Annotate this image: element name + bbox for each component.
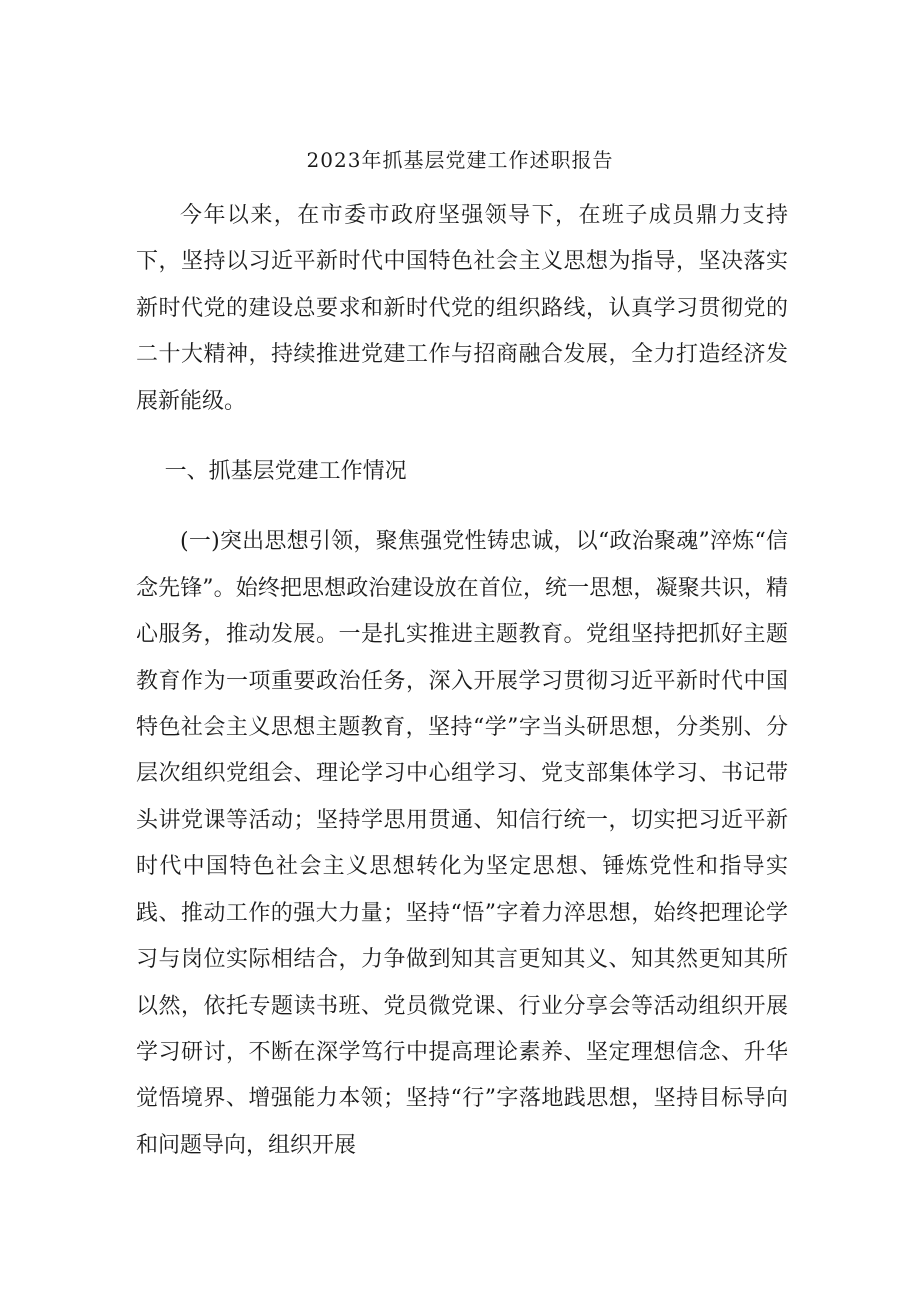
section-paragraph: (一)突出思想引领，聚焦强党性铸忠诚，以“政治聚魂”淬炼“信念先锋”。始终把思想政治建设放在首位，统一思想，凝聚共识，精心服务，推动发展。一是扎实推进主题教育。党组坚持把抓好主题教育作为一项重要政治任务，深入开展学习贯彻习近平新时代中国特色社会主义思想主题教育，坚持“学”字当头研思想，分类别、分层次组织党组会、理论学习中心组学习、党支部集体学习、书记带头讲党课等活动；坚持学思用贯通、知信行统一，切实把习近平新时代中国特色社会主义思想转化为坚定思想、锤炼党性和指导实践、推动工作的强大力量；坚持“悟”字着力淬思想，始终把理论学习与岗位实际相结合，力争做到知其言更知其义、知其然更知其所以然，依托专题读书班、党员微党课、行业分享会等活动组织开展学习研讨，不断在深学笃行中提高理论素养、坚定理想信念、升华觉悟境界、增强能力本领；坚持“行”字落地践思想，坚持目标导向和问题导向，组织开展 <box>136 529 788 1158</box>
document-body <box>136 193 788 1169</box>
document-title: 2023年抓基层党建工作述职报告 <box>306 148 614 172</box>
section-heading: 一、抓基层党建工作情况 <box>164 459 407 485</box>
intro-paragraph: 今年以来，在市委市政府坚强领导下，在班子成员鼎力支持下，坚持以习近平新时代中国特色社会主义思想为指导，坚决落实新时代党的建设总要求和新时代党的组织路线，认真学习贯彻党的二十大精神，持续推进党建工作与招商融合发展，全力打造经济发展新能级。 <box>136 203 788 414</box>
